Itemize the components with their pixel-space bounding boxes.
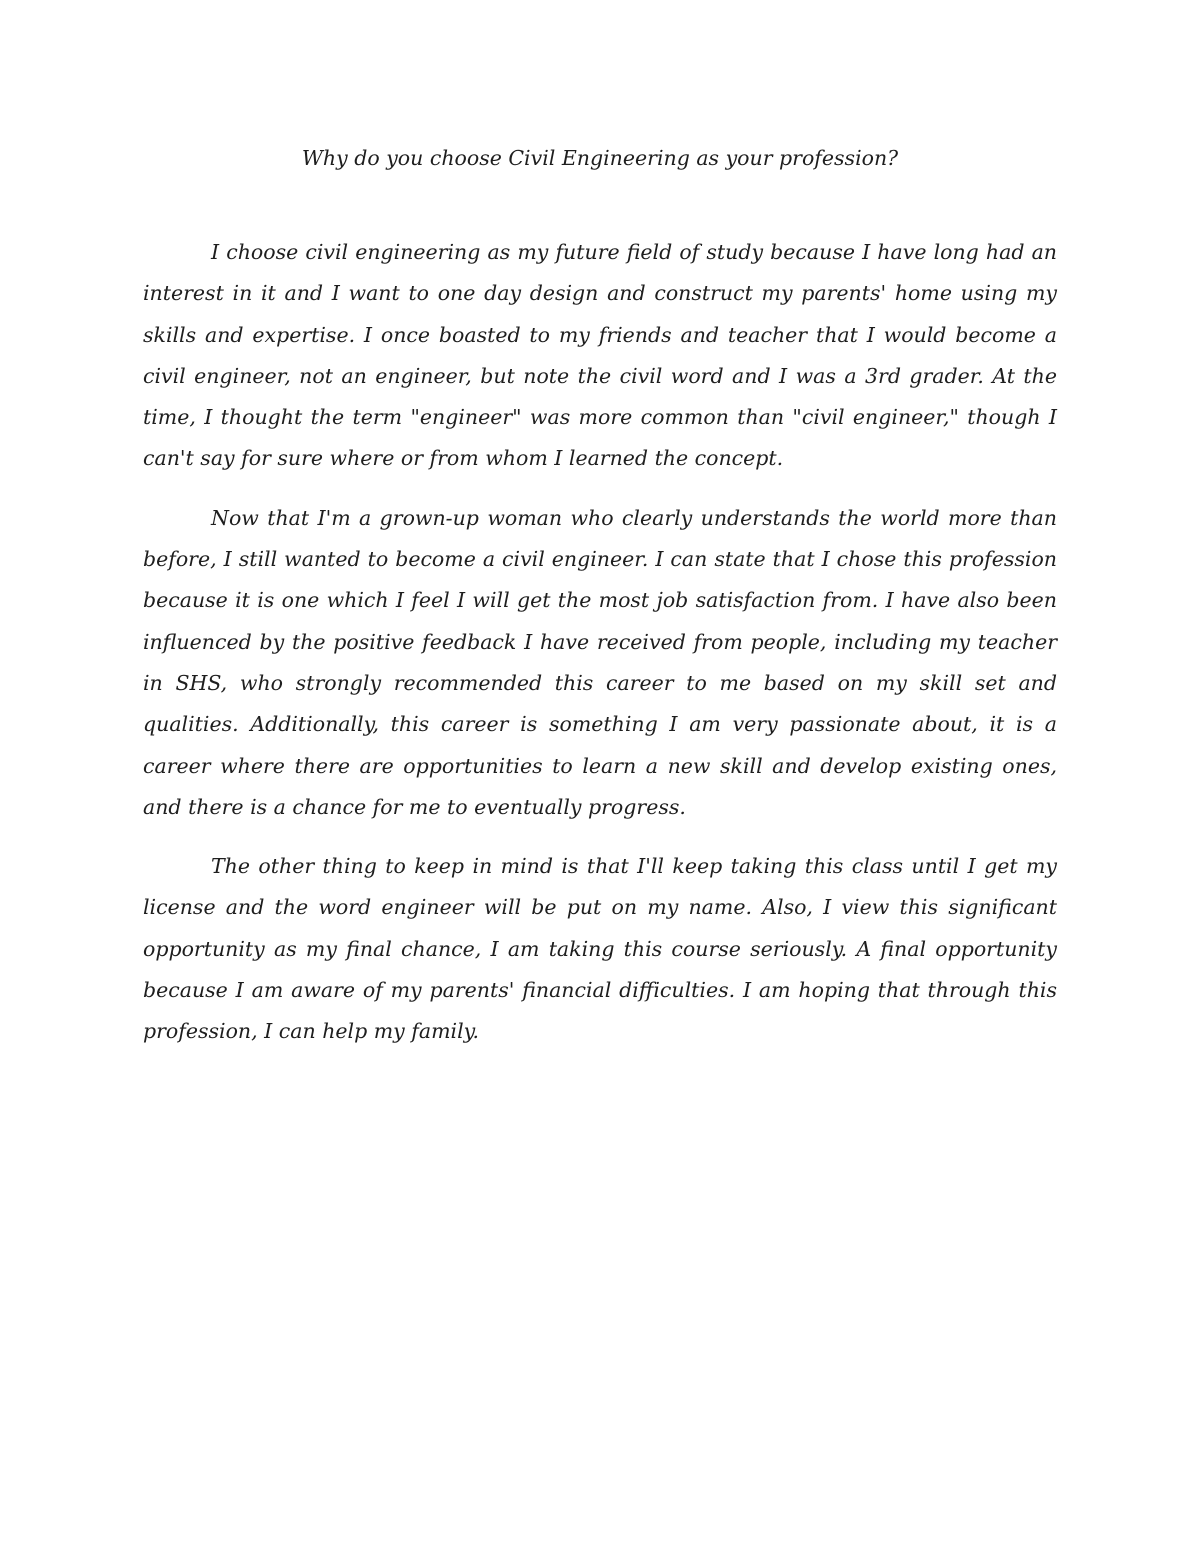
paragraph-3: The other thing to keep in mind is that I'll keep taking this class until I get my license and the word engineer will be put on my name. Also, I view this significant opportunity as my final chance, I am taking this course seriously. A final opportunity because I am aware of my parents' financial difficulties. I am hoping that through this profession, I can help my family. [143, 854, 1057, 1044]
paragraph-1: I choose civil engineering as my future field of study because I have long had an interest in it and I want to one day design and construct my parents' home using my skills and expertise. I once boasted to my friends and teacher that I would become a civil engineer, not an engineer, but note the civil word and I was a 3rd grader. At the time, I thought the term "engineer" was more common than "civil engineer," though I can't say for sure where or from whom I learned the concept. [143, 240, 1057, 471]
paragraph-2: Now that I'm a grown-up woman who clearly understands the world more than before, I still wanted to become a civil engineer. I can state that I chose this profession because it is one which I feel I will get the most job satisfaction from. I have also been influenced by the positive feedback I have received from people, including my teacher in SHS, who strongly recommended this career to me based on my skill set and qualities. Additionally, this career is something I am very passionate about, it is a career where there are opportunities to learn a new skill and develop existing ones, and there is a chance for me to eventually progress. [143, 505, 1057, 819]
document-title: Why do you choose Civil Engineering as your profession? [301, 146, 899, 170]
document-content [143, 138, 1057, 1071]
document-body [143, 232, 1057, 1053]
